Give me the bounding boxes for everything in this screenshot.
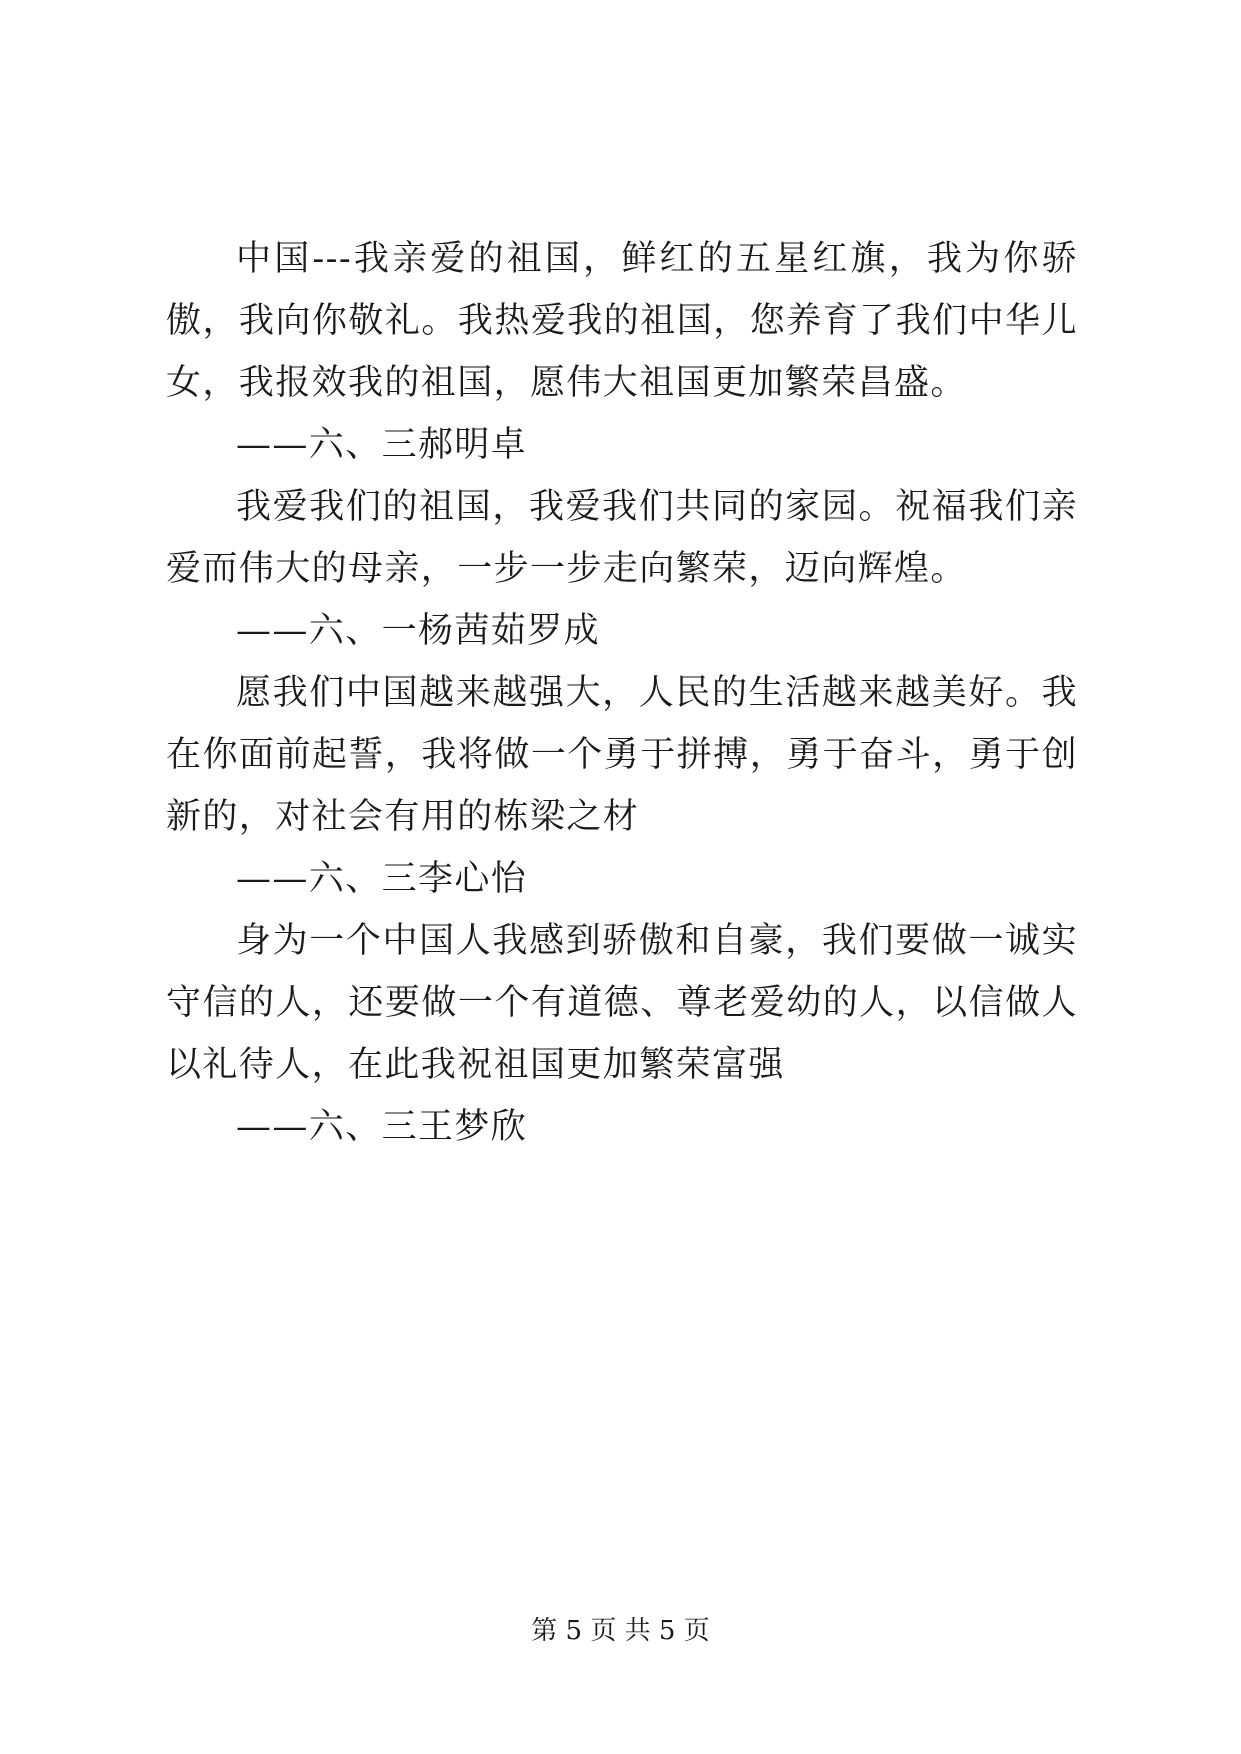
paragraph-1: 中国---我亲爱的祖国，鲜红的五星红旗，我为你骄傲，我向你敬礼。我热爱我的祖国，您养育了我们中华儿女，我报效我的祖国，愿伟大祖国更加繁荣昌盛。 — [166, 239, 1078, 403]
document-body — [166, 228, 1078, 1158]
paragraph-4: 身为一个中国人我感到骄傲和自豪，我们要做一诚实守信的人，还要做一个有道德、尊老爱幼的人，以信做人以礼待人，在此我祝祖国更加繁荣富强 — [166, 921, 1078, 1085]
signature-3: ——六、三李心怡 — [236, 859, 528, 899]
signature-1: ——六、三郝明卓 — [236, 425, 528, 465]
signature-2: ——六、一杨茜茹罗成 — [236, 611, 601, 651]
paragraph-3: 愿我们中国越来越强大，人民的生活越来越美好。我在你面前起誓，我将做一个勇于拼搏，勇于奋斗，勇于创新的，对社会有用的栋梁之材 — [166, 673, 1078, 837]
paragraph-2: 我爱我们的祖国，我爱我们共同的家园。祝福我们亲爱而伟大的母亲，一步一步走向繁荣，迈向辉煌。 — [166, 487, 1078, 589]
page-number-footer: 第 5 页 共 5 页 — [531, 1616, 710, 1646]
signature-4: ——六、三王梦欣 — [236, 1107, 528, 1147]
